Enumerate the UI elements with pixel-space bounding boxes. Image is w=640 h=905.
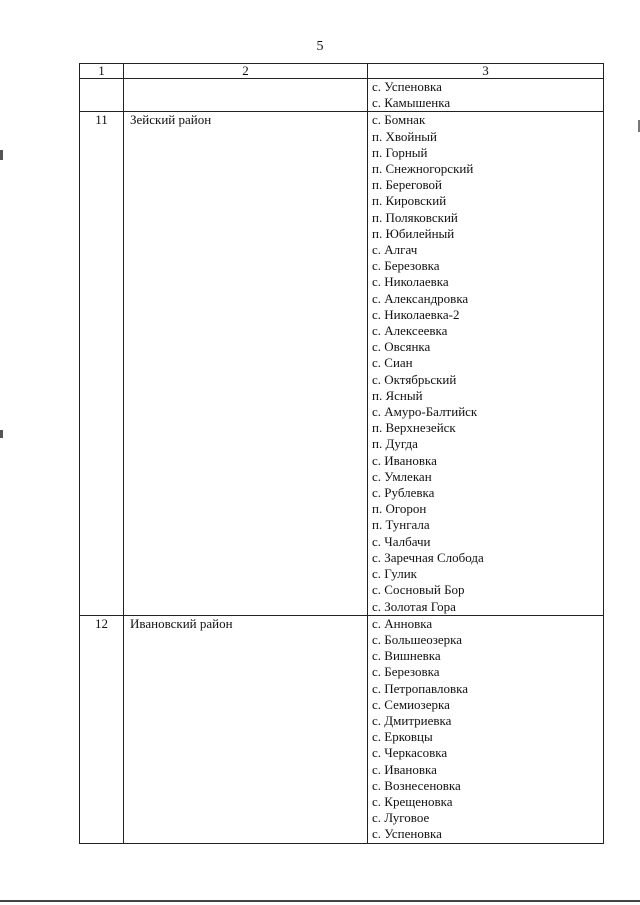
settlements-list: [368, 615, 604, 843]
settlement-item: с. Николаевка: [372, 274, 449, 290]
scan-edge-mark: [0, 430, 3, 438]
settlement-item: с. Сиан: [372, 355, 413, 371]
page-number: 5: [316, 39, 324, 54]
settlement-item: с. Семиозерка: [372, 696, 450, 712]
settlement-item: с. Камышенка: [372, 95, 451, 111]
settlement-item: с. Николаевка-2: [372, 306, 460, 322]
settlement-item: с. Ерковцы: [372, 729, 433, 745]
row-number: [80, 79, 124, 112]
settlement-item: с. Вознесеновка: [372, 777, 461, 793]
settlement-item: с. Березовка: [372, 664, 440, 680]
settlement-item: п. Кировский: [372, 193, 447, 209]
settlement-item: с. Успеновка: [372, 79, 442, 94]
scan-edge-line: [0, 900, 640, 902]
settlement-item: с. Заречная Слобода: [372, 549, 484, 565]
column-header-district: 2: [124, 64, 368, 79]
settlement-item: п. Юбилейный: [372, 225, 455, 241]
settlement-item: п. Хвойный: [372, 128, 437, 144]
settlement-item: с. Алексеевка: [372, 323, 448, 339]
row-number: 12: [80, 615, 124, 843]
district-name: Зейский район: [124, 112, 368, 615]
settlement-item: с. Александровка: [372, 290, 469, 306]
settlement-item: с. Овсянка: [372, 339, 431, 355]
settlements-list: [368, 112, 604, 615]
settlements-table: [79, 63, 604, 844]
settlement-item: с. Умлекан: [372, 468, 432, 484]
settlement-item: с. Октябрьский: [372, 371, 457, 387]
table-row: [80, 615, 604, 843]
settlement-item: с. Анновка: [372, 615, 433, 631]
settlements-list: [368, 79, 604, 112]
settlement-item: п. Дугда: [372, 436, 418, 452]
table-row: [80, 112, 604, 615]
settlement-item: с. Успеновка: [372, 826, 442, 842]
settlement-item: с. Луговое: [372, 810, 430, 826]
settlement-item: п. Огорон: [372, 501, 427, 517]
settlement-item: п. Верхнезейск: [372, 420, 456, 436]
settlement-item: с. Рублевка: [372, 485, 435, 501]
settlement-item: с. Черкасовка: [372, 745, 448, 761]
settlement-item: с. Чалбачи: [372, 533, 431, 549]
settlement-item: с. Петропавловка: [372, 680, 468, 696]
district-name: [124, 79, 368, 112]
settlement-item: с. Золотая Гора: [372, 598, 456, 614]
settlement-item: с. Большеозерка: [372, 631, 463, 647]
settlement-item: с. Вишневка: [372, 648, 441, 664]
settlement-item: п. Береговой: [372, 177, 442, 193]
settlement-item: с. Дмитриевка: [372, 712, 452, 728]
settlement-item: п. Горный: [372, 144, 428, 160]
settlement-item: п. Ясный: [372, 387, 423, 403]
row-number: 11: [80, 112, 124, 615]
district-name: Ивановский район: [124, 615, 368, 843]
column-header-number: 1: [80, 64, 124, 79]
settlement-item: с. Ивановка: [372, 761, 437, 777]
table-row: [80, 79, 604, 112]
settlement-item: п. Поляковский: [372, 209, 458, 225]
settlement-item: с. Ивановка: [372, 452, 437, 468]
table-header-row: [80, 64, 604, 79]
settlement-item: с. Амуро-Балтийск: [372, 404, 478, 420]
settlement-item: с. Березовка: [372, 258, 440, 274]
scan-edge-mark: [0, 150, 3, 160]
column-header-settlements: 3: [368, 64, 604, 79]
settlement-item: с. Бомнак: [372, 112, 426, 128]
settlement-item: с. Алгач: [372, 242, 418, 258]
settlement-item: п. Снежногорский: [372, 161, 474, 177]
settlement-item: с. Крещеновка: [372, 793, 453, 809]
settlement-item: п. Тунгала: [372, 517, 430, 533]
settlement-item: с. Гулик: [372, 566, 417, 582]
settlement-item: с. Сосновый Бор: [372, 582, 465, 598]
